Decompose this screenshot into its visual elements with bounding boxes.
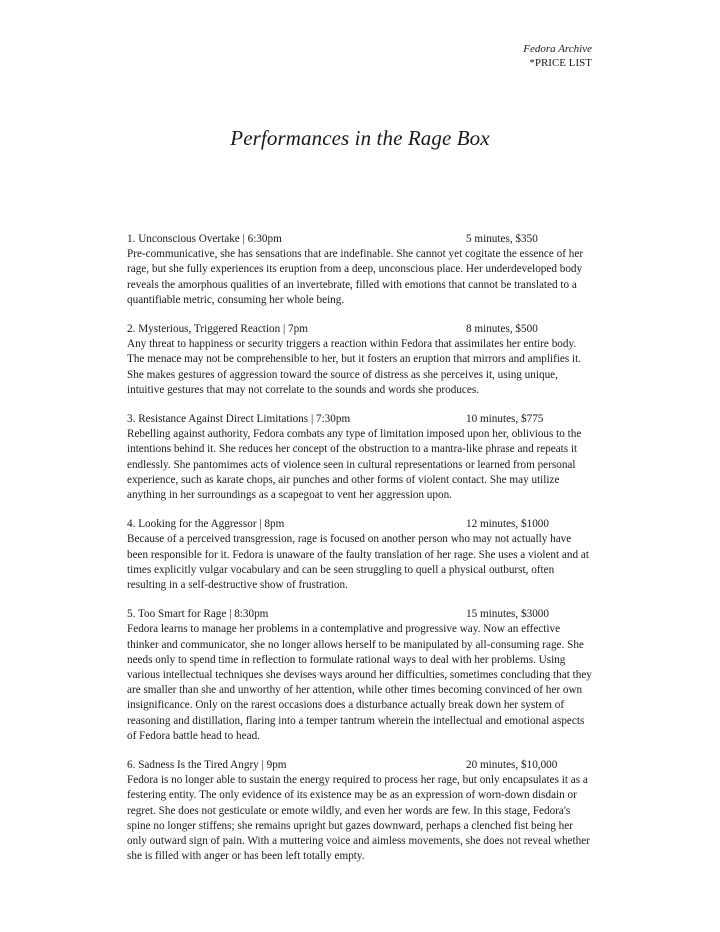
performance-item xyxy=(127,232,593,308)
performance-item xyxy=(127,322,593,398)
performance-heading: 2. Mysterious, Triggered Reaction | 7pm xyxy=(127,323,308,335)
performance-description: Any threat to happiness or security triggers a reaction within Fedora that assimilates her entire body. The menace may not be comprehensible to her, but it fosters an eruption that mirrors and amplifies it. She makes gestures of aggression toward the source of distress as she perceives it, using unique, intuitive gestures that may not correlate to the sounds and words she produces. xyxy=(127,338,582,396)
performance-description: Pre-communicative, she has sensations that are indefinable. She cannot yet cogitate the essence of her rage, but she fully experiences its eruption from a deep, unconscious place. Her underdeveloped body reveals the amorphous qualities of an invertebrate, filled with emotions that cannot be translated to a quantifiable metric, consuming her whole being. xyxy=(127,248,584,306)
performance-heading: 6. Sadness Is the Tired Angry | 9pm xyxy=(127,759,287,772)
performance-heading: 4. Looking for the Aggressor | 8pm xyxy=(127,518,285,531)
performance-price: 8 minutes, $500 xyxy=(466,323,538,335)
performance-heading: 3. Resistance Against Direct Limitations | 7:30pm xyxy=(127,413,351,425)
performance-item xyxy=(127,517,593,593)
performance-item xyxy=(127,412,593,503)
performance-item xyxy=(127,758,593,864)
performance-item xyxy=(127,607,593,744)
performance-list xyxy=(127,232,593,878)
performance-description: Because of a perceived transgression, rage is focused on another person who may not actually have been responsible for it. Fedora is unaware of the faulty translation of her rage. She uses a violent and at times explicitly vulgar vocabulary and can be seen struggling to quell a physical outburst, often resulting in a self-destructive show of frustration. xyxy=(127,533,589,591)
performance-price: 15 minutes, $3000 xyxy=(466,608,549,621)
performance-description: Fedora learns to manage her problems in a contemplative and progressive way. Now an effective thinker and communicator, she no longer allows herself to be manipulated by all-consuming rage. She needs only to spend time in reflection to formulate rational ways to deal with her problems. Using various intellectual techniques she devises ways around her difficulties, sometimes concluding that they are smaller than she and unworthy of her attention, while other times becoming convinced of her own insignificance. Only on the rarest occasions does a disturbance actually break down her system of reasoning and distillation, flaring into a temper tantrum wherein the intellectual and emotional aspects of Fedora battle head to head. xyxy=(127,623,592,742)
performance-heading: 5. Too Smart for Rage | 8:30pm xyxy=(127,608,269,621)
performance-price: 5 minutes, $350 xyxy=(466,233,538,245)
archive-label: Fedora Archive xyxy=(523,43,592,55)
performance-price: 10 minutes, $775 xyxy=(466,413,544,425)
document-header xyxy=(523,42,592,70)
page-title: Performances in the Rage Box xyxy=(230,126,490,150)
price-list-label: *PRICE LIST xyxy=(529,57,592,69)
performance-description: Fedora is no longer able to sustain the energy required to process her rage, but only encapsulates it as a festering entity. The only evidence of its existence may be as an expression of worn-down disdain or regret. She does not gesticulate or emote wildly, and even her words are few. In this stage, Fedora's spine no longer stiffens; she remains upright but gazes downward, perhaps a clenched fist being her only outward sign of pain. With a muttering voice and aimless movements, she does not reveal whether she is filled with anger or has been left totally empty. xyxy=(127,774,590,863)
performance-description: Rebelling against authority, Fedora combats any type of limitation imposed upon her, oblivious to the intentions behind it. She reduces her concept of the obstruction to a mantra-like phrase and repeats it endlessly. She pantomimes acts of violence seen in cultural representations or learned from personal experience, such as karate chops, air punches and other forms of violent contact. She may utilize anything in her surroundings as a scapegoat to vent her aggression upon. xyxy=(127,428,582,501)
performance-price: 20 minutes, $10,000 xyxy=(466,759,558,772)
performance-price: 12 minutes, $1000 xyxy=(466,518,549,531)
performance-heading: 1. Unconscious Overtake | 6:30pm xyxy=(127,233,282,245)
